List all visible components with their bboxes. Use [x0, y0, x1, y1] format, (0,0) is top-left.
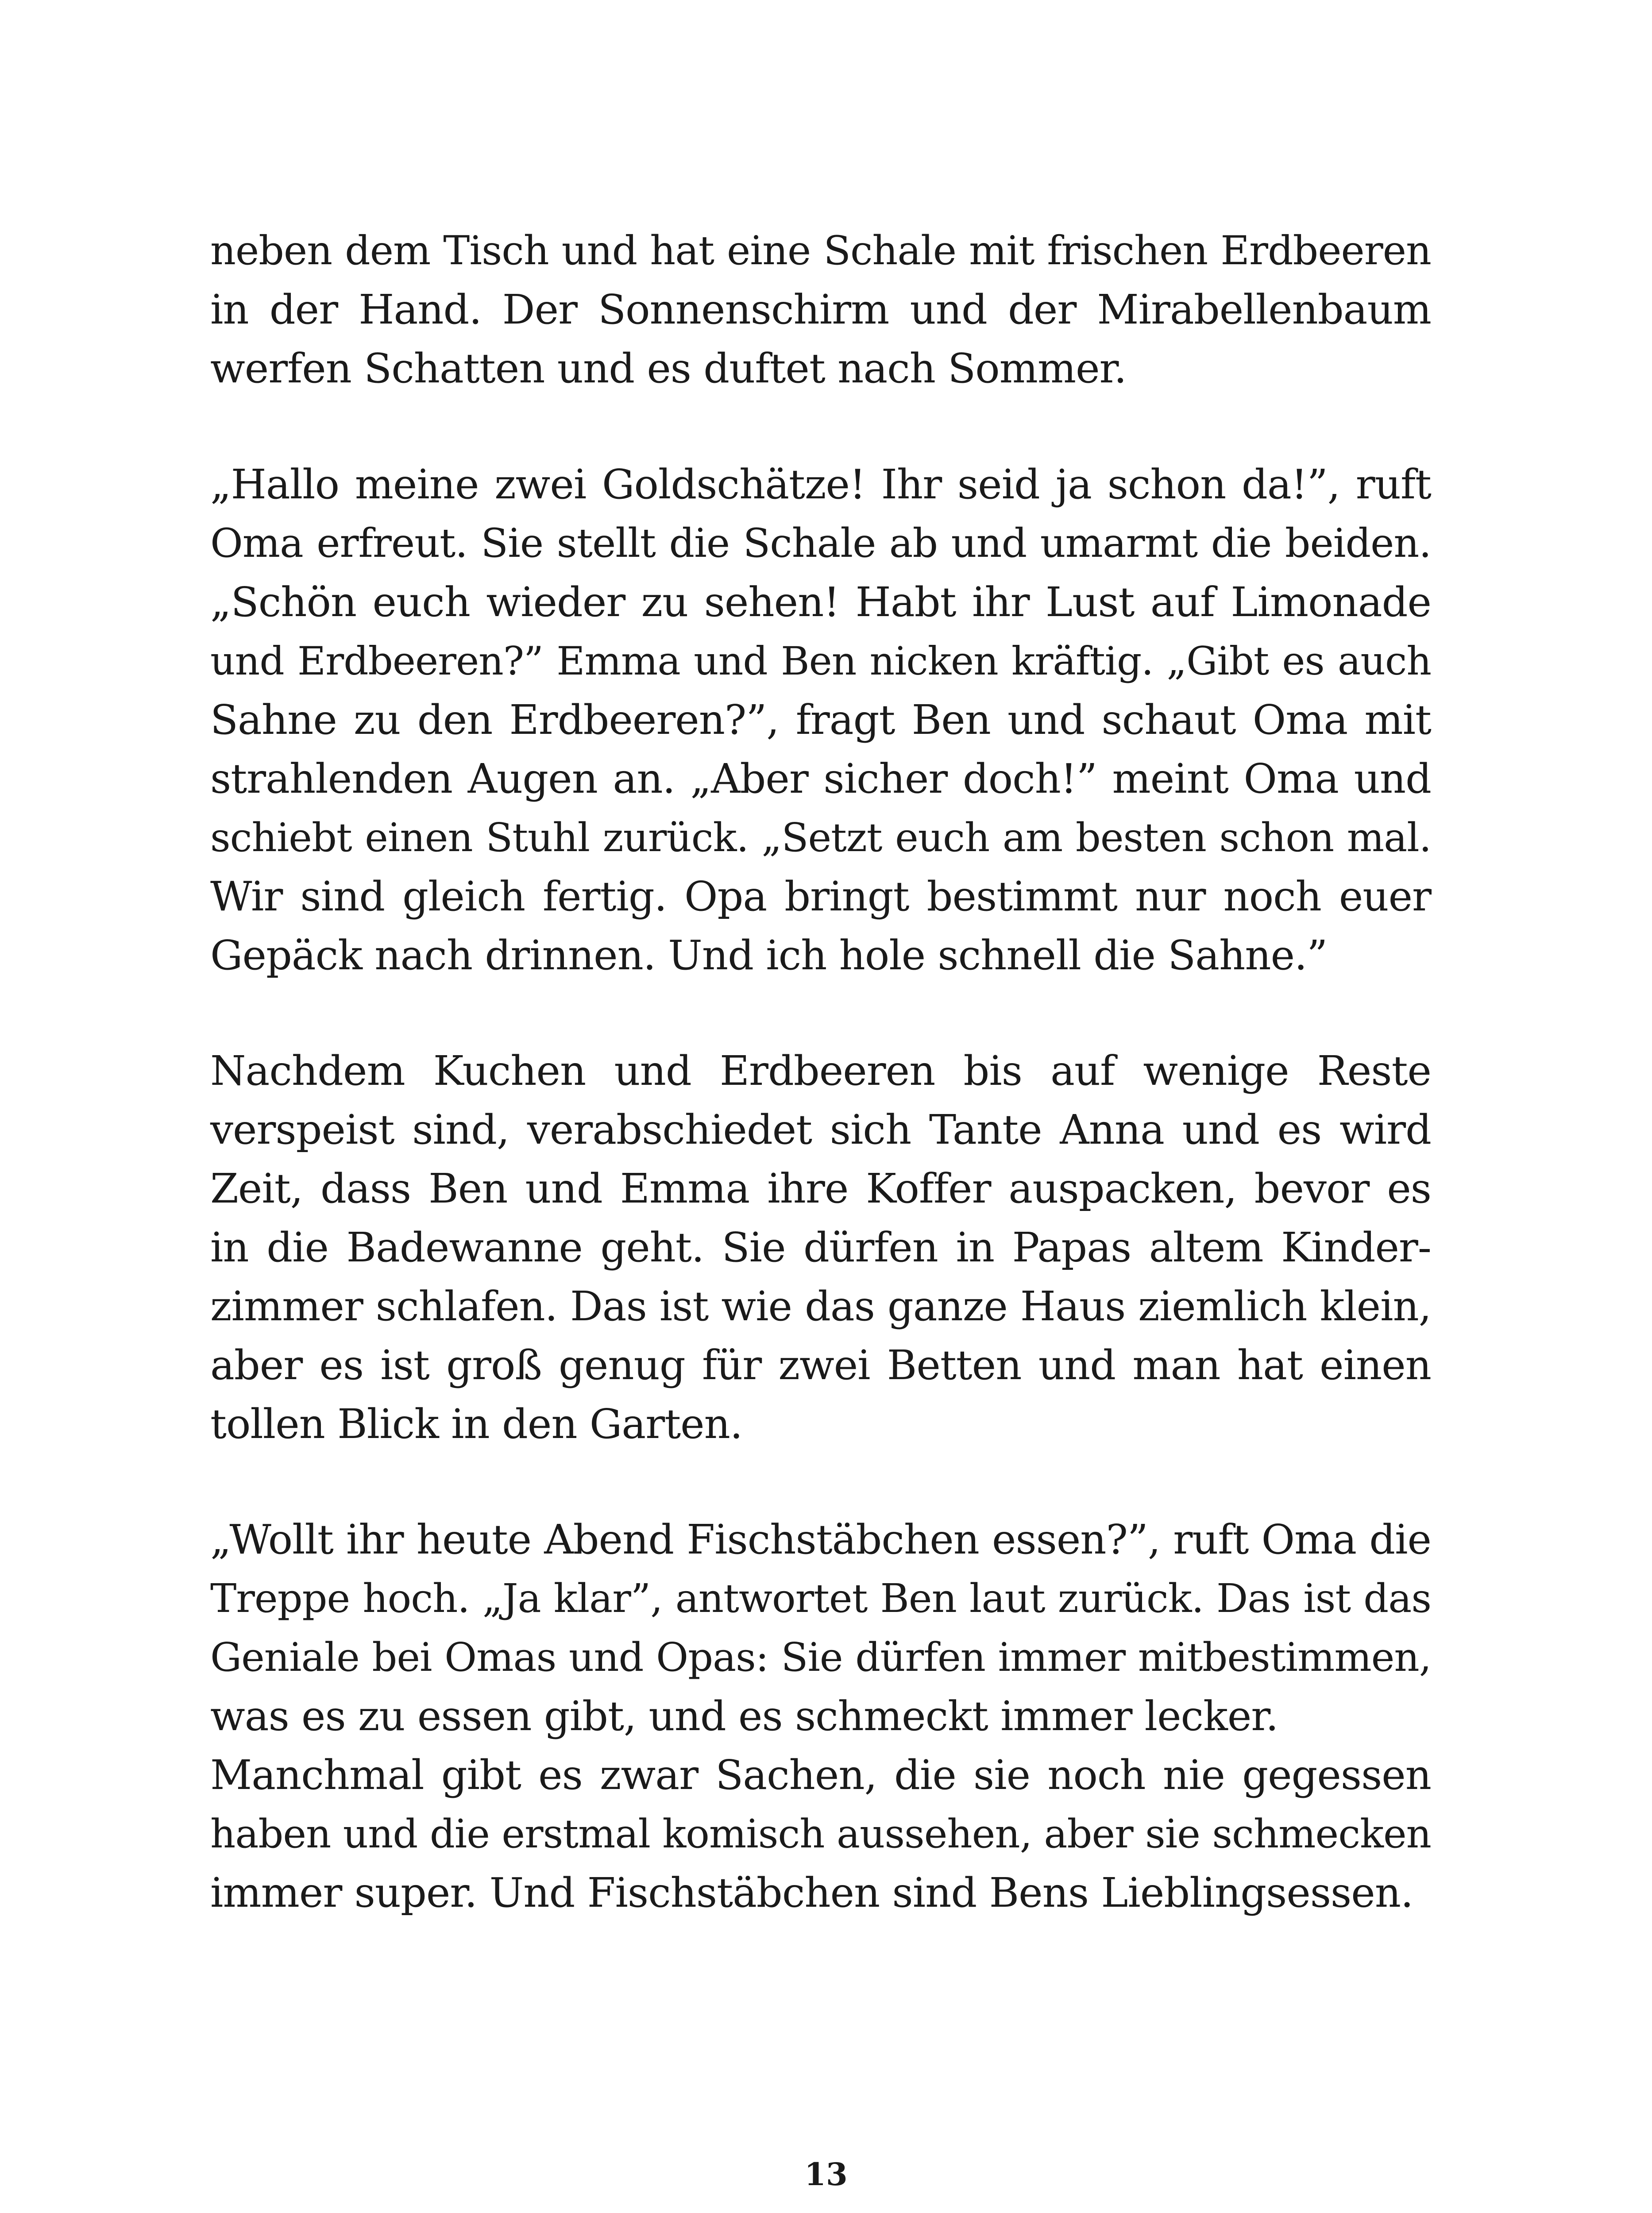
text-line: Sahne zu den Erdbeeren?”, fragt Ben und schaut Oma mit: [210, 696, 1431, 744]
text-line: in der Hand. Der Sonnenschirm und der Mirabellenbaum: [210, 286, 1431, 333]
text-line: zimmer schlafen. Das ist wie das ganze Haus ziemlich klein,: [210, 1283, 1431, 1330]
paragraph-4: [210, 1510, 1431, 1746]
text-line: „Hallo meine zwei Goldschätze! Ihr seid ja schon da!”, ruft: [210, 461, 1431, 508]
text-line: immer super. Und Fischstäbchen sind Bens Lieblingsessen.: [210, 1869, 1413, 1916]
text-line: „Schön euch wieder zu sehen! Habt ihr Lust auf Limonade: [210, 578, 1431, 626]
text-line: in die Badewanne geht. Sie dürfen in Papas altem Kinder-: [210, 1224, 1431, 1271]
paragraph-5: [210, 1746, 1431, 1922]
text-line: strahlenden Augen an. „Aber sicher doch!” meint Oma und: [210, 755, 1431, 802]
text-line: neben dem Tisch und hat eine Schale mit frischen Erdbeeren: [210, 227, 1431, 274]
paragraph-3: [210, 1041, 1431, 1453]
text-line: aber es ist groß genug für zwei Betten und man hat einen: [210, 1342, 1431, 1389]
paragraph-2: [210, 455, 1431, 985]
text-line: verspeist sind, verabschiedet sich Tante Anna und es wird: [210, 1106, 1431, 1153]
text-line: Geniale bei Omas und Opas: Sie dürfen immer mitbestimmen,: [210, 1634, 1431, 1680]
text-line: „Wollt ihr heute Abend Fischstäbchen essen?”, ruft Oma die: [210, 1516, 1431, 1563]
page-number: 13: [804, 2156, 848, 2193]
text-line: Oma erfreut. Sie stellt die Schale ab und umarmt die beiden.: [210, 520, 1431, 567]
text-line: haben und die erstmal komisch aussehen, aber sie schmecken: [210, 1811, 1431, 1857]
text-line: tollen Blick in den Garten.: [210, 1400, 743, 1448]
text-line: Gepäck nach drinnen. Und ich hole schnell die Sahne.”: [210, 932, 1328, 979]
text-line: werfen Schatten und es duftet nach Sommer.: [210, 345, 1127, 392]
text-line: und Erdbeeren?” Emma und Ben nicken kräftig. „Gibt es auch: [210, 638, 1431, 684]
text-line: Manchmal gibt es zwar Sachen, die sie noch nie gegessen: [210, 1751, 1431, 1799]
text-line: was es zu essen gibt, und es schmeckt immer lecker.: [210, 1693, 1278, 1740]
paragraph-1: [210, 221, 1431, 398]
text-line: Nachdem Kuchen und Erdbeeren bis auf wenige Reste: [210, 1047, 1431, 1095]
text-line: schiebt einen Stuhl zurück. „Setzt euch am besten schon mal.: [210, 814, 1431, 860]
text-line: Treppe hoch. „Ja klar”, antwortet Ben laut zurück. Das ist das: [210, 1575, 1431, 1621]
text-line: Zeit, dass Ben und Emma ihre Koffer auspacken, bevor es: [210, 1165, 1431, 1212]
text-line: Wir sind gleich fertig. Opa bringt bestimmt nur noch euer: [210, 873, 1431, 920]
